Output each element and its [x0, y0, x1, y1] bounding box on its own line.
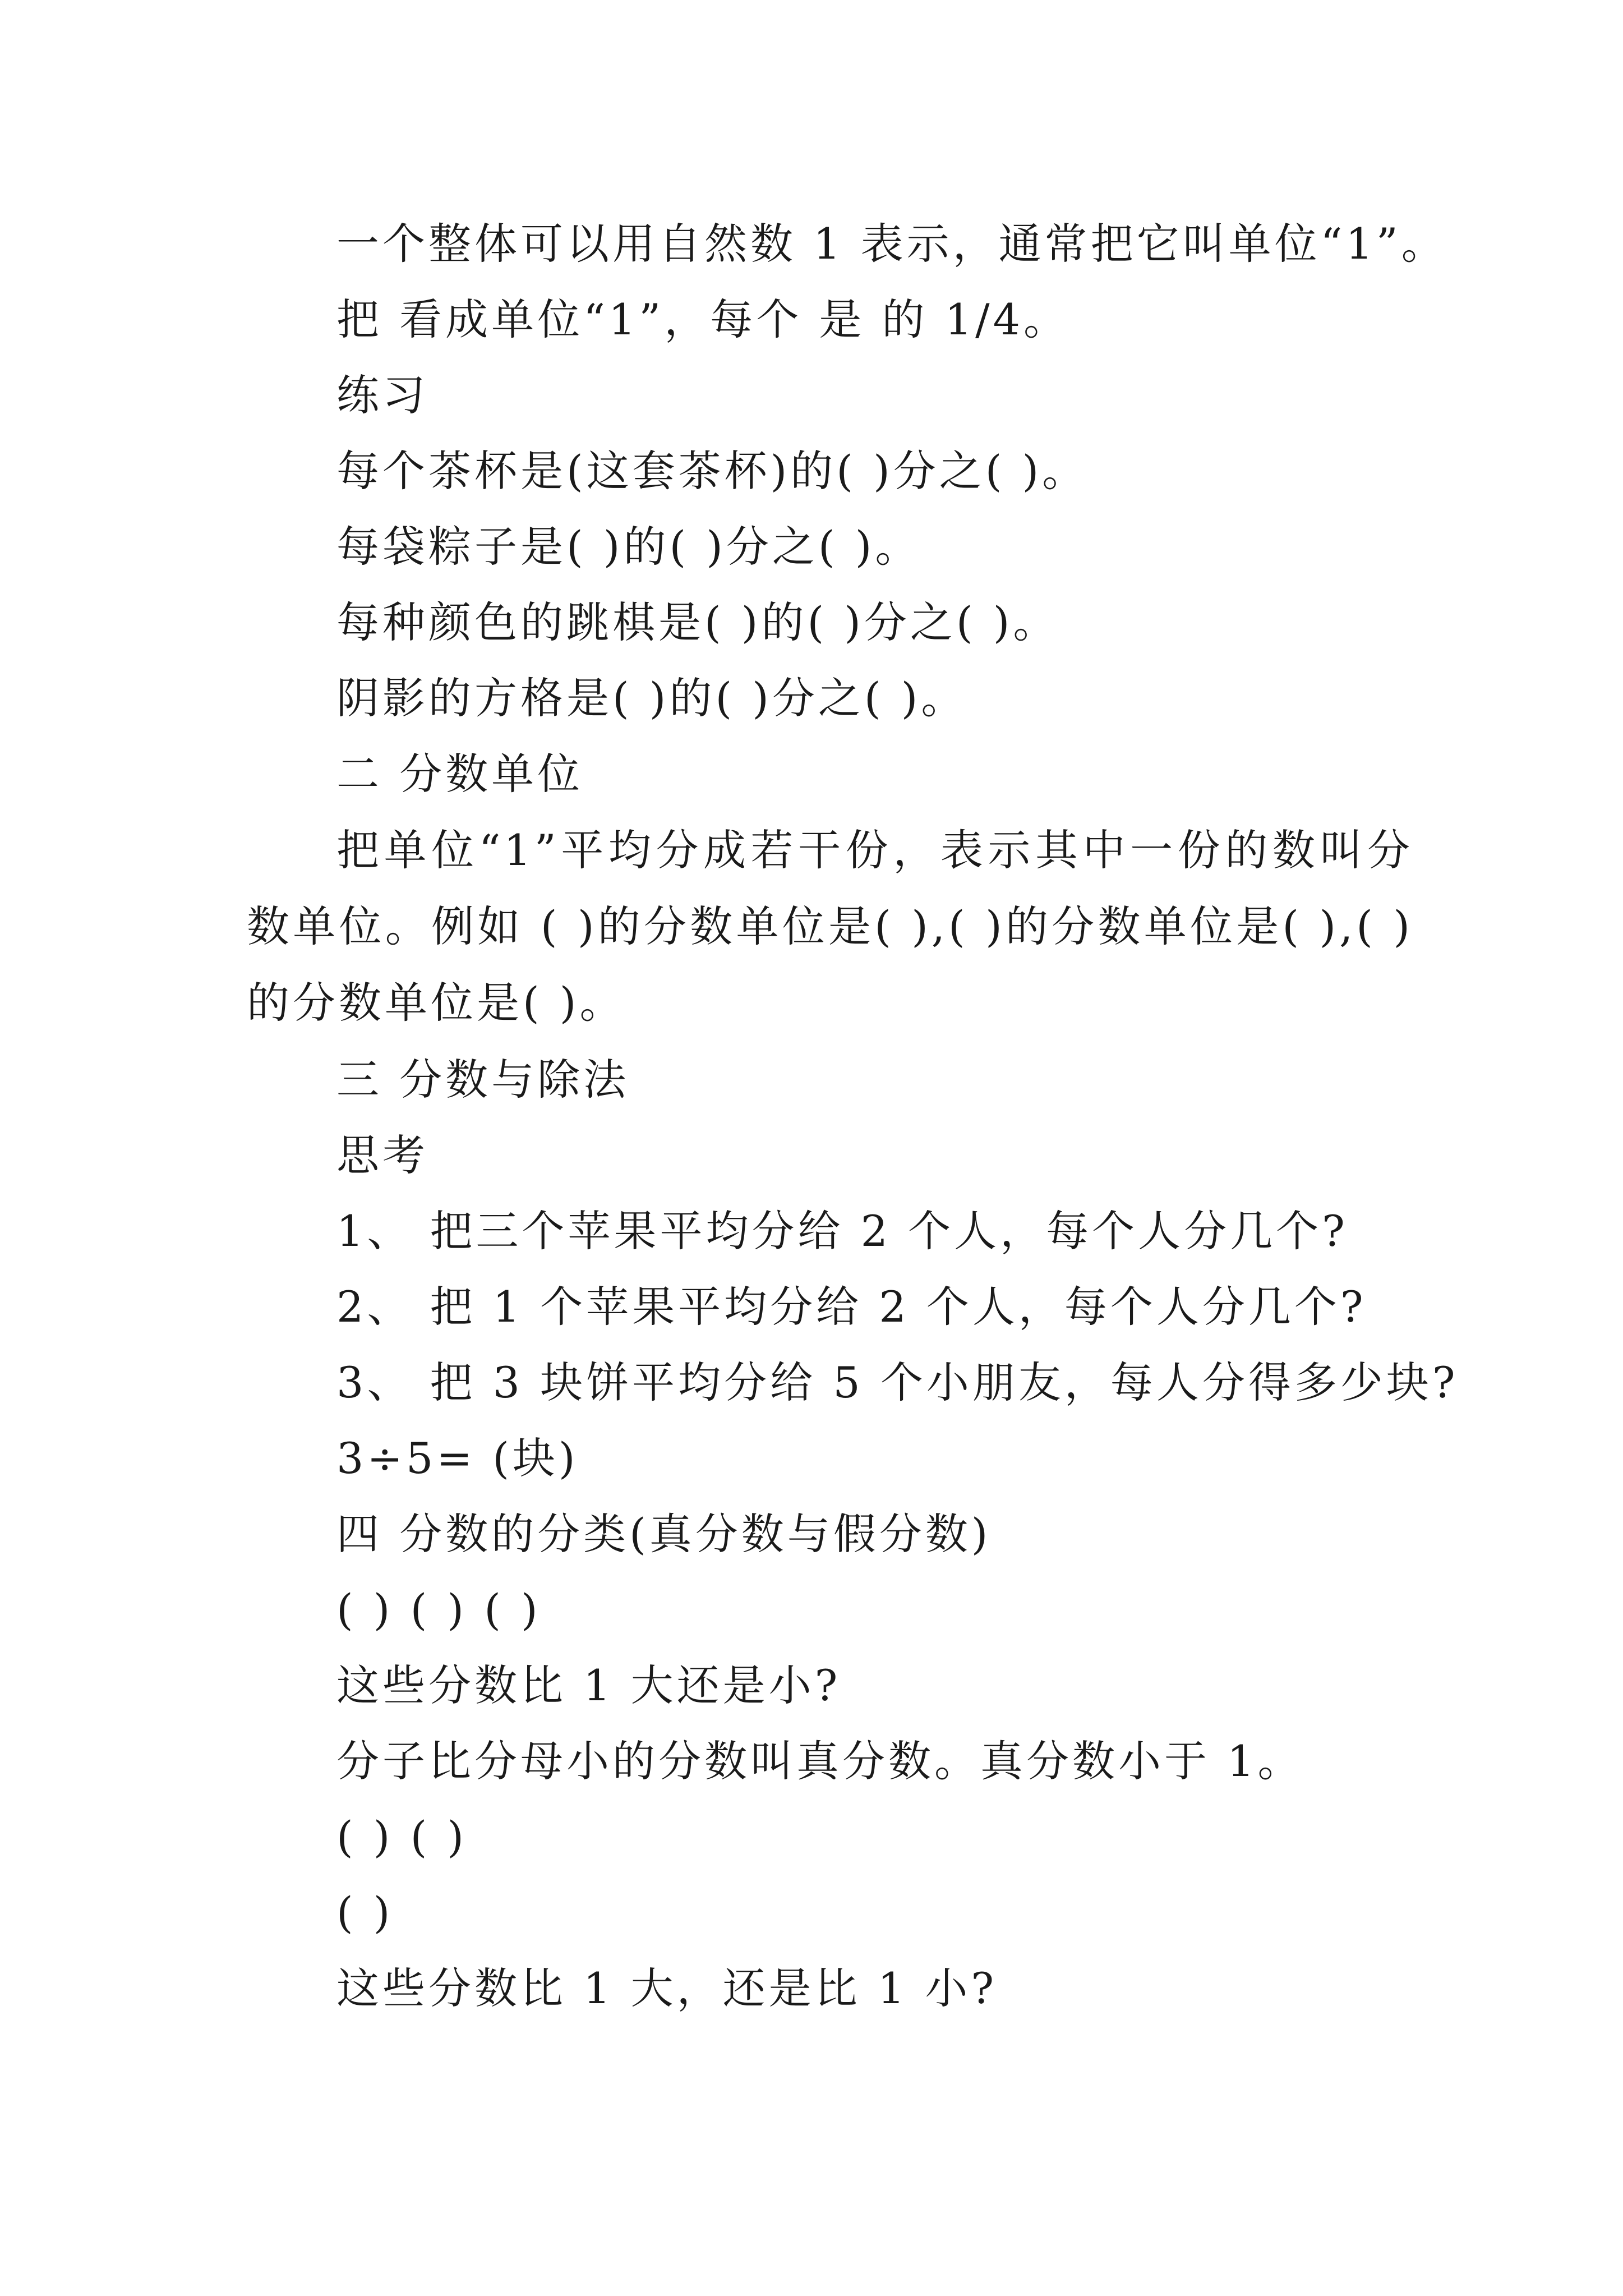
- question-compare-one: 这些分数比 1 大还是小?: [336, 1660, 841, 1710]
- question-3: 3、 把 3 块饼平均分给 5 个小朋友，每人分得多少块?: [336, 1358, 1459, 1407]
- section-heading-fraction-division: 三 分数与除法: [336, 1055, 630, 1105]
- section-heading-fraction-types: 四 分数的分类(真分数与假分数): [336, 1509, 992, 1559]
- question-compare-one-2: 这些分数比 1 大，还是比 1 小?: [336, 1963, 998, 2013]
- exercise-zongzi: 每袋粽子是( )的( )分之( )。: [336, 522, 921, 572]
- exercise-checkers: 每种颜色的跳棋是( )的( )分之( )。: [336, 597, 1059, 647]
- heading-practice: 练习: [336, 370, 428, 420]
- question-2: 2、 把 1 个苹果平均分给 2 个人，每个人分几个?: [336, 1282, 1367, 1332]
- section-heading-fraction-unit: 二 分数单位: [336, 749, 584, 799]
- question-1: 1、 把三个苹果平均分给 2 个人，每个人分几个?: [336, 1206, 1348, 1256]
- blank-fractions-row-3: ( ): [336, 1888, 394, 1938]
- exercise-shaded-grid: 阴影的方格是( )的( )分之( )。: [336, 673, 967, 723]
- blank-fractions-row-2: ( ) ( ): [336, 1812, 468, 1862]
- proper-fraction-definition: 分子比分母小的分数叫真分数。真分数小于 1。: [336, 1736, 1304, 1786]
- heading-think: 思考: [336, 1130, 428, 1180]
- text-line-quarter: 把 看成单位“1”，每个 是 的 1/4。: [336, 295, 1070, 344]
- division-equation: 3÷5= (块): [336, 1433, 579, 1483]
- blank-fractions-row-1: ( ) ( ) ( ): [336, 1585, 541, 1635]
- paragraph-fraction-unit-definition: 把单位“1”平均分成若干份，表示其中一份的数叫分数单位。例如 ( )的分数单位是( ),( )的分数单位是( ),( )的分数单位是( )。: [247, 825, 1413, 1028]
- exercise-teacup: 每个茶杯是(这套茶杯)的( )分之( )。: [336, 446, 1089, 496]
- text-line-unit-one: 一个整体可以用自然数 1 表示，通常把它叫单位“1”。: [336, 219, 1447, 269]
